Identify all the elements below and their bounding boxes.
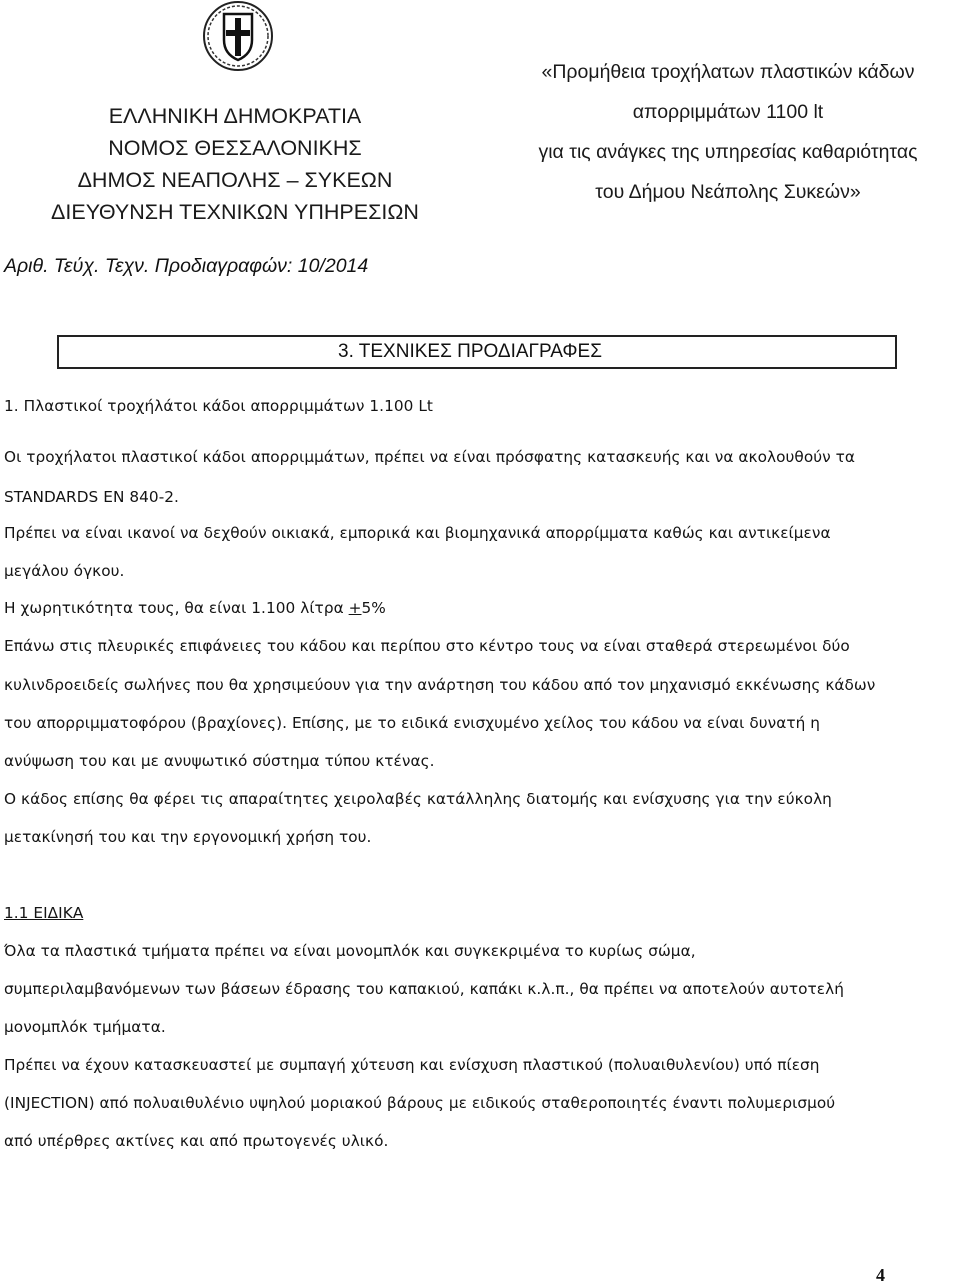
section-title: 3. ΤΕΧΝΙΚΕΣ ΠΡΟΔΙΑΓΡΑΦΕΣ — [338, 341, 602, 362]
paragraph-line: STANDARDS EN 840-2. — [4, 488, 179, 506]
paragraph-line: συμπεριλαμβανόμενων των βάσεων έδρασης του καπακιού, καπάκι κ.λ.π., θα πρέπει να αποτελούν αυτοτελή — [4, 980, 844, 998]
paragraph-line: Όλα τα πλαστικά τμήματα πρέπει να είναι μονομπλόκ και συγκεκριμένα το κυρίως σώμα, — [4, 942, 696, 960]
project-title-line: απορριμμάτων 1100 lt — [632, 101, 824, 123]
issuer-line: ΔΗΜΟΣ ΝΕΑΠΟΛΗΣ – ΣΥΚΕΩΝ — [77, 168, 393, 192]
page-number: 4 — [876, 1265, 885, 1285]
spec-number: Αριθ. Τεύχ. Τεχν. Προδιαγραφών: 10/2014 — [4, 255, 369, 277]
paragraph-line: κυλινδροειδείς σωλήνες που θα χρησιμεύουν για την ανάρτηση του κάδου από τον μηχανισμό εκκένωσης κάδων — [4, 676, 876, 694]
paragraph-line: Πρέπει να είναι ικανοί να δεχθούν οικιακά, εμπορικά και βιομηχανικά απορρίμματα καθώς και αντικείμενα — [4, 524, 831, 542]
subsection-title: 1.1 ΕΙΔΙΚΑ — [4, 904, 84, 922]
paragraph-line: ανύψωση του και με ανυψωτικό σύστημα τύπου κτένας. — [4, 752, 435, 770]
issuer-block — [10, 100, 460, 228]
paragraph-line: Επάνω στις πλευρικές επιφάνειες του κάδου και περίπου στο κέντρο τους να είναι σταθερά στερεωμένοι δύο — [4, 637, 850, 655]
paragraph-line: Οι τροχήλατοι πλαστικοί κάδοι απορριμμάτων, πρέπει να είναι πρόσφατης κατασκευής και να ακολουθούν τα — [4, 448, 856, 466]
paragraph-line: μεγάλου όγκου. — [4, 562, 125, 580]
paragraph-line: Ο κάδος επίσης θα φέρει τις απαραίτητες χειρολαβές κατάλληλης διατομής και ενίσχυσης για την εύκολη — [4, 790, 832, 808]
subheading: 1. Πλαστικοί τροχήλάτοι κάδοι απορριμμάτων 1.100 Lt — [4, 397, 433, 415]
project-title-line: του Δήμου Νεάπολης Συκεών» — [595, 181, 861, 203]
project-title-line: «Προμήθεια τροχήλατων πλαστικών κάδων — [541, 61, 915, 83]
capacity-tolerance-sign: + — [348, 599, 362, 617]
issuer-line: ΕΛΛΗΝΙΚΗ ΔΗΜΟΚΡΑΤΙΑ — [108, 104, 362, 128]
project-title-block — [478, 52, 960, 212]
paragraph-line: από υπέρθρες ακτίνες και από πρωτογενές υλικό. — [4, 1132, 389, 1150]
project-title-line: για τις ανάγκες της υπηρεσίας καθαριότητας — [538, 141, 918, 163]
paragraph-line: Πρέπει να έχουν κατασκευαστεί με συμπαγή χύτευση και ενίσχυση πλαστικού (πολυαιθυλενίου) υπό πίεση — [4, 1056, 820, 1074]
capacity-tolerance-value: 5% — [361, 599, 386, 617]
paragraph-line: του απορριμματοφόρου (βραχίονες). Επίσης, με το ειδικά ενισχυμένο χείλος του κάδου να είναι δυνατή η — [4, 714, 821, 732]
capacity-line — [4, 599, 386, 617]
greek-coat-of-arms-icon — [202, 0, 274, 72]
paragraph-line: (INJECTION) από πολυαιθυλένιο υψηλού μοριακού βάρους με ειδικούς σταθεροποιητές έναντι πολυμερισμού — [4, 1094, 836, 1112]
capacity-text: Η χωρητικότητα τους, θα είναι 1.100 λίτρα — [4, 599, 349, 617]
paragraph-line: μετακίνησή του και την εργονομική χρήση του. — [4, 828, 372, 846]
issuer-line: ΝΟΜΟΣ ΘΕΣΣΑΛΟΝΙΚΗΣ — [108, 136, 362, 160]
paragraph-line: μονομπλόκ τμήματα. — [4, 1018, 166, 1036]
issuer-line: ΔΙΕΥΘΥΝΣΗ ΤΕΧΝΙΚΩΝ ΥΠΗΡΕΣΙΩΝ — [51, 200, 419, 224]
